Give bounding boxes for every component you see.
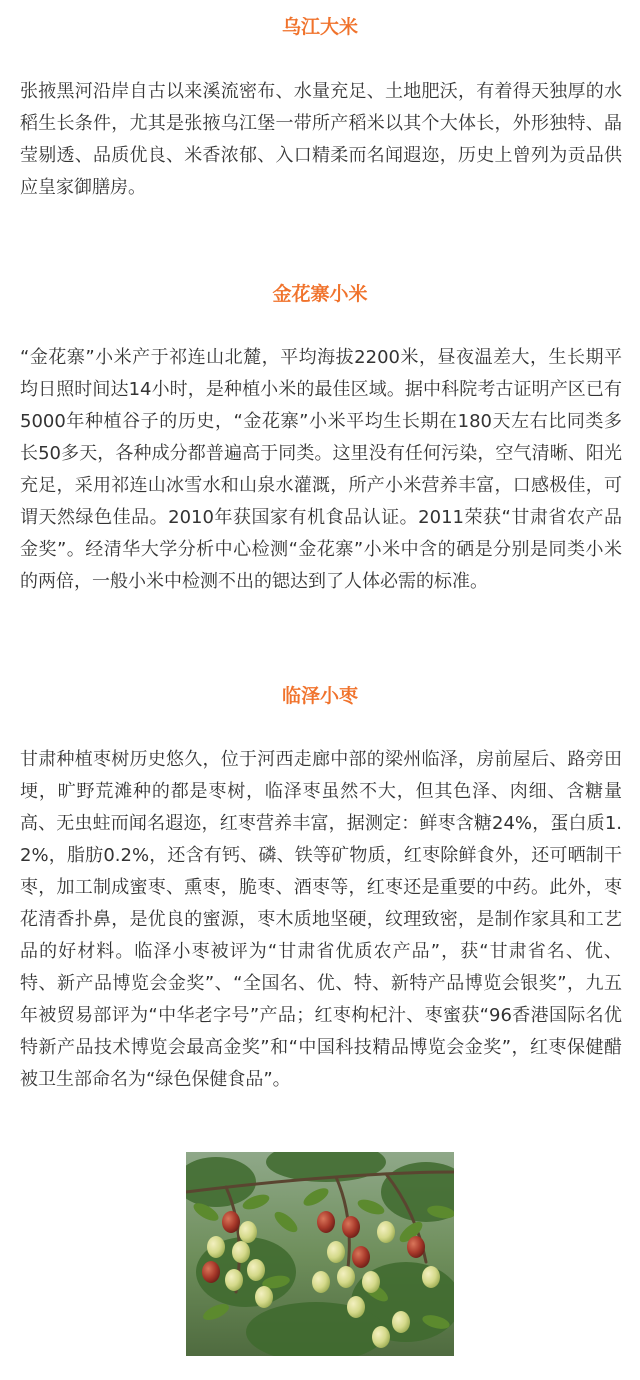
section-title-linze-jujube: 临泽小枣 [281,685,358,707]
section-title-jinhuazhai-millet: 金花寨小米 [272,283,368,305]
section-title-wujiang-rice: 乌江大米 [281,16,358,38]
section-body-linze-jujube: 甘肃种植枣树历史悠久，位于河西走廊中部的梁州临泽，房前屋后、路旁田埂，旷野荒滩种的都是枣树，临泽枣虽然不大，但其色泽、肉细、含糖量高、无虫蛀而闻名遐迩，红枣营养丰富，据测定：鲜枣含糖24%，蛋白质1.2%，脂肪0.2%，还含有钙、磷、铁等矿物质，红枣除鲜食外，还可晒制干枣，加工制成蜜枣、熏枣，脆枣、酒枣等，红枣还是重要的中药。此外，枣花清香扑鼻，是优良的蜜源，枣木质地坚硬，纹理致密，是制作家具和工艺品的好材料。临泽小枣被评为“甘肃省优质农产品”，获“甘肃省名、优、特、新产品博览会金奖”、“全国名、优、特、新特产品博览会银奖”，九五年被贸易部评为“中华老字号”产品；红枣枸杞汁、枣蜜获“96香港国际名优特新产品技术博览会最高金奖”和“中国科技精品博览会金奖”，红枣保健醋被卫生部命名为“绿色保健食品”。 [20,749,622,1090]
section-body-wujiang-rice: 张掖黑河沿岸自古以来溪流密布、水量充足、土地肥沃，有着得天独厚的水稻生长条件，尤其是张掖乌江堡一带所产稻米以其个大体长，外形独特、晶莹剔透、品质优良、米香浓郁、入口精柔而名闻遐迩，历史上曾列为贡品供应皇家御膳房。 [20,81,622,198]
jujube-tree-photo [186,1152,454,1356]
section-body-jinhuazhai-millet: “金花寨”小米产于祁连山北麓，平均海拔2200米，昼夜温差大，生长期平均日照时间达14小时，是种植小米的最佳区域。据中科院考古证明产区已有5000年种植谷子的历史，“金花寨”小米平均生长期在180天左右比同类多长50多天，各种成分都普遍高于同类。这里没有任何污染，空气清晰、阳光充足，采用祁连山冰雪水和山泉水灌溉，所产小米营养丰富，口感极佳，可谓天然绿色佳品。2010年获国家有机食品认证。2011荣获“甘肃省农产品金奖”。经清华大学分析中心检测“金花寨”小米中含的硒是分别是同类小米的两倍，一般小米中检测不出的锶达到了人体必需的标准。 [20,347,622,592]
